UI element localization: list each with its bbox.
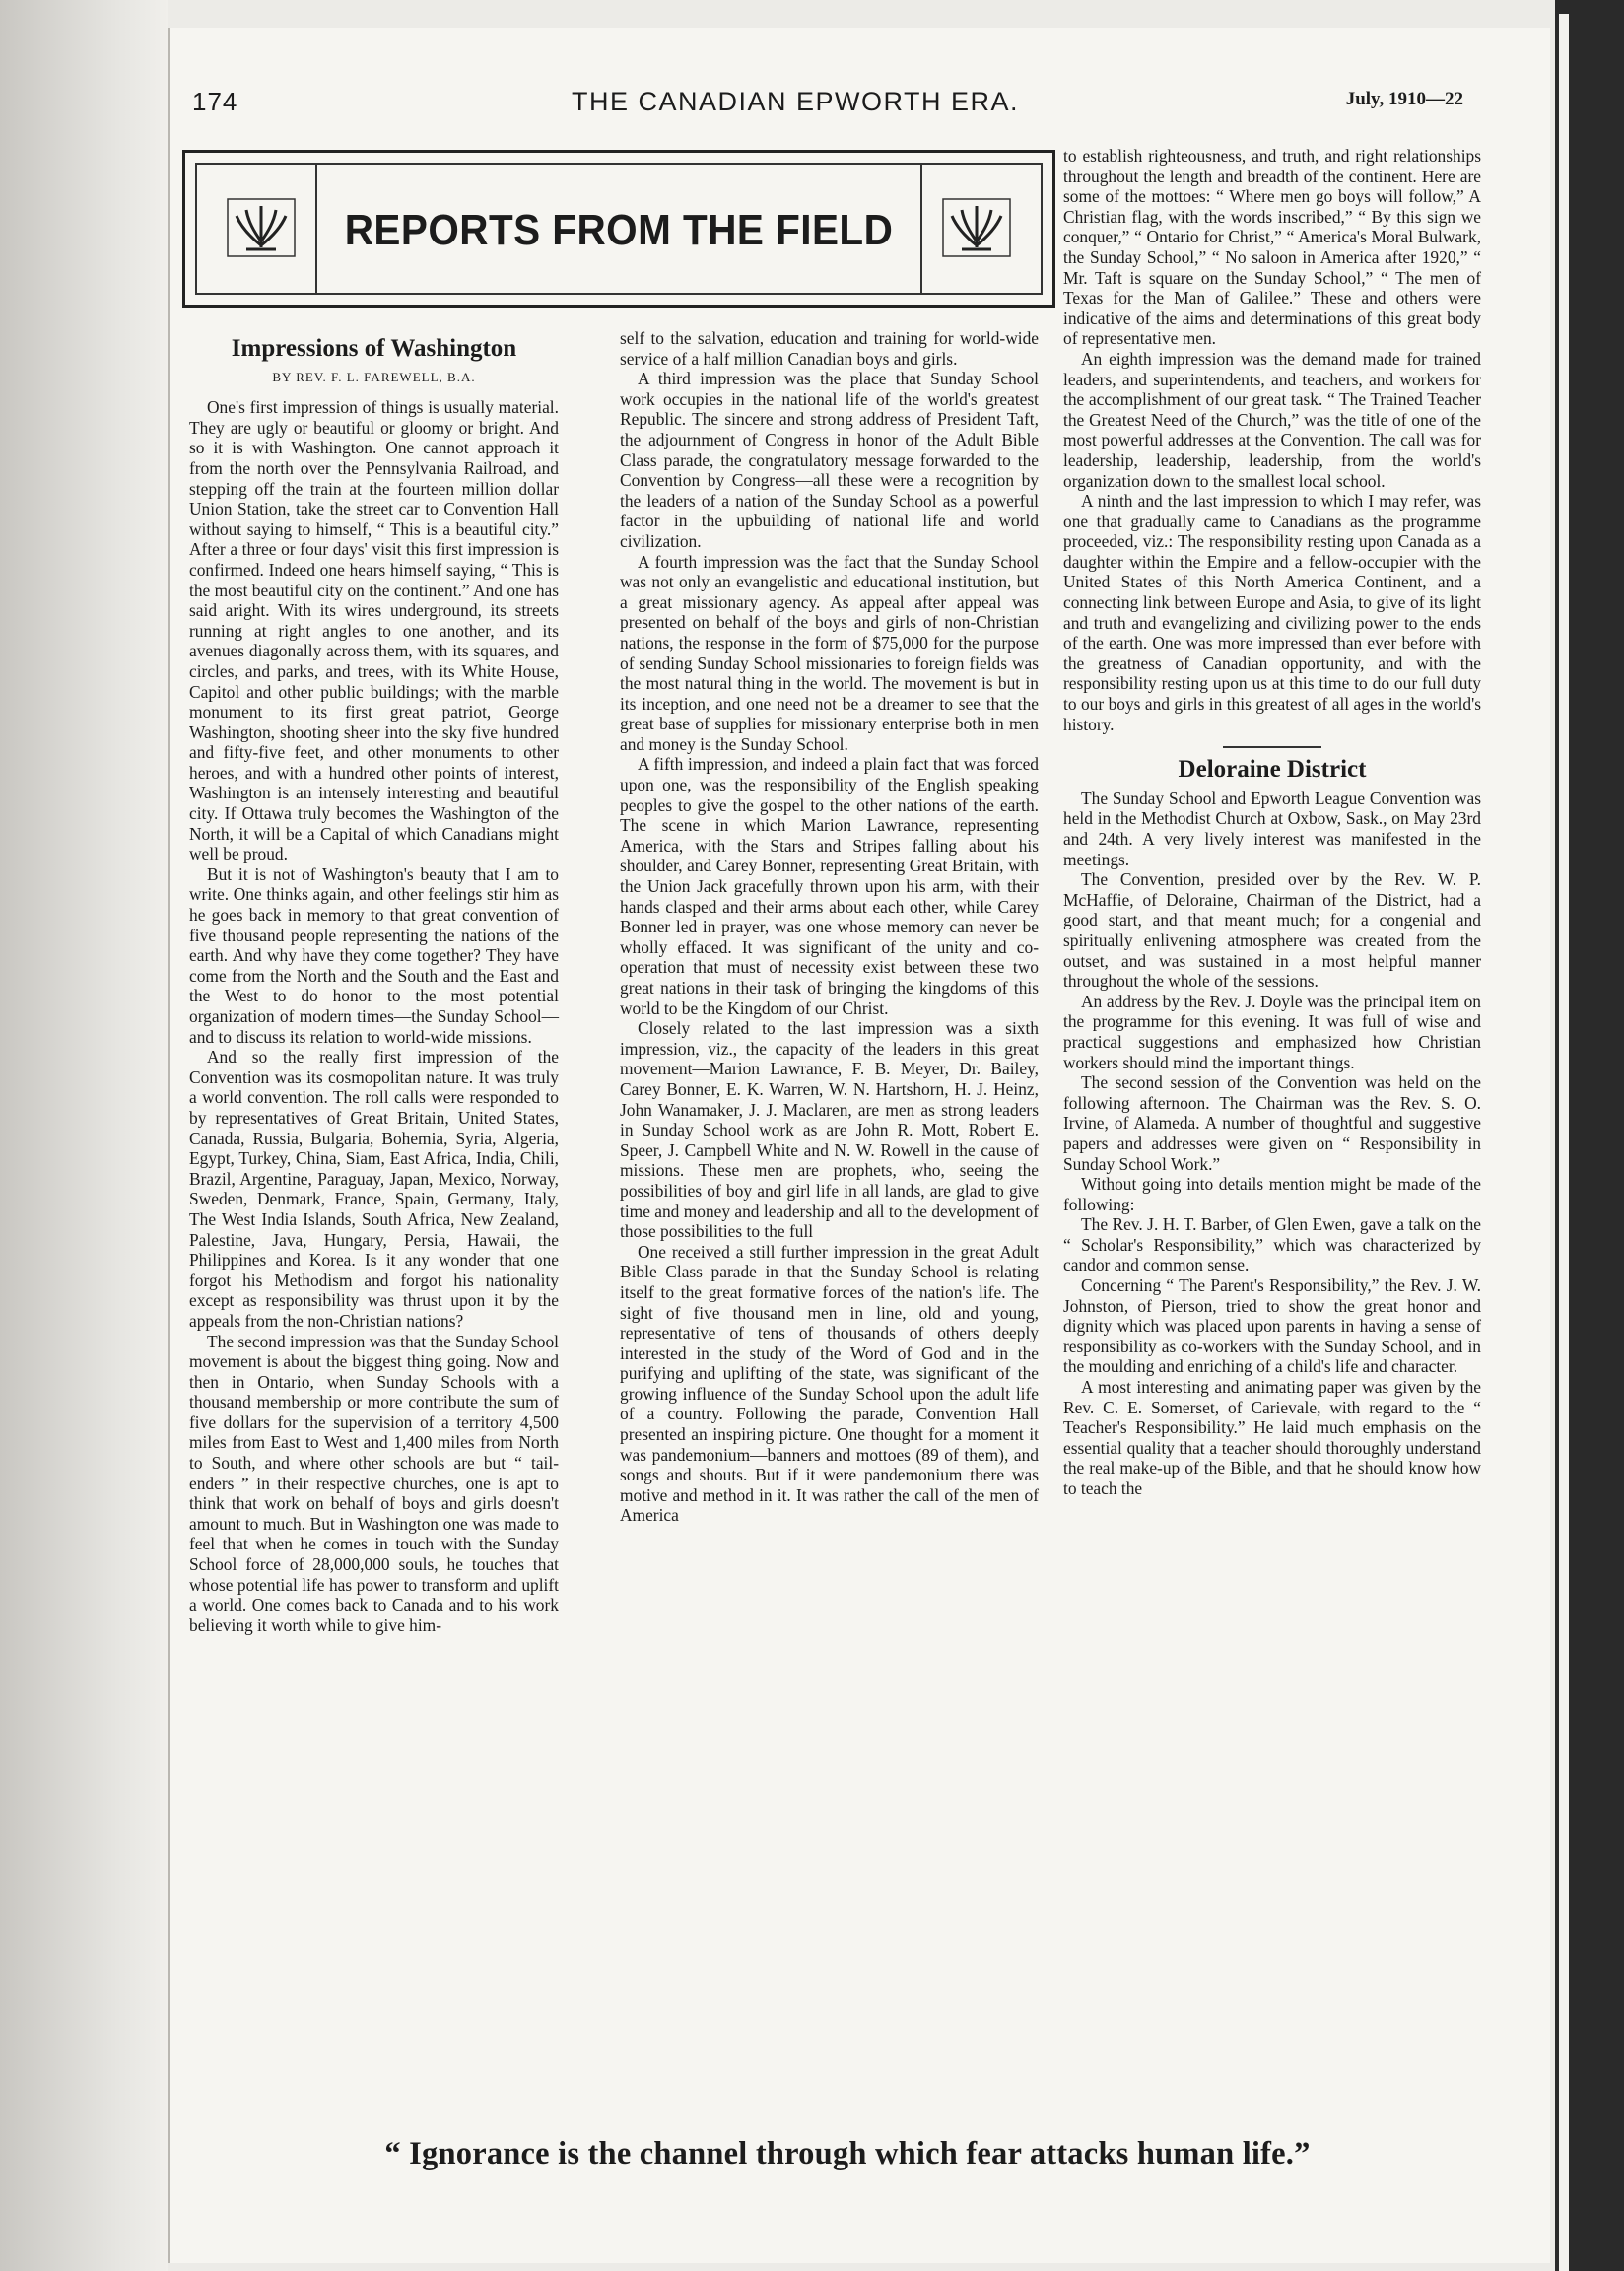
- paragraph: One received a still further impression in the great Adult Bible Class parade in that the Sunday School is relating itself to the great formative forces of the nation's life. The sight of five thousand men in line, old and young, representative of tens of thousands of others deeply interested in the study of the Word of God and in the purifying and uplifting of the state, was significant of the growing influence of the Sunday School upon the adult life of a country. Following the parade, Convention Hall presented an inspiring picture. One thought for a moment it was pandemonium—banners and mottoes (89 of them), and songs and shouts. But if it were pandemonium there was motive and method in it. It was rather the call of the men of America: [620, 1241, 1039, 1526]
- journal-title: THE CANADIAN EPWORTH ERA.: [572, 87, 1020, 116]
- paragraph: An eighth impression was the demand made for trained leaders, and superintendents, and teachers, and workers for the accomplishment of our great task. “ The Trained Teacher the Greatest Need of the Church,” was the title of one of the most powerful addresses at the Convention. The call was for leadership, leadership, leadership, from the world's organization down to the smallest local school.: [1063, 348, 1481, 491]
- paragraph: The Convention, presided over by the Rev. W. P. McHaffie, of Deloraine, Chairman of the District, had a good start, and that meant much; for a congenial and spiritually enlivening atmosphere was created from the outset, and was sustained in a most helpful manner throughout the whole of the sessions.: [1063, 869, 1481, 992]
- footer-quote: “ Ignorance is the channel through which fear attacks human life.”: [384, 2136, 1311, 2171]
- paragraph: A ninth and the last impression to which I may refer, was one that gradually came to Canadians as the programme proceeded, viz.: The responsibility resting upon Canada as a daughter within the Empire and a fellow-occupier with the United States of this North America Continent, and a connecting link between Europe and Asia, to give of its light and truth and evangelizing and civilizing power to the ends of the earth. One was more impressed than ever before with the greatness of Canadian opportunity, and with the responsibility resting upon us at this time to do our full duty to our boys and girls in this greatest of all ages in the world's history.: [1063, 491, 1481, 734]
- paragraph: But it is not of Washington's beauty that I am to write. One thinks again, and other feelings stir him as he goes back in memory to that great convention of five thousand people representing the nations of the earth. And why have they come together? They have come from the North and the South and the East and the West to do honor to the most potential organization of modern times—the Sunday School—and to discuss its relation to world-wide missions.: [189, 863, 559, 1047]
- paragraph: The second impression was that the Sunday School movement is about the biggest thing going. Now and then in Ontario, when Sunday Schools with a thousand membership or more contribute the sum of five dollars for the supervision of a territory 4,500 miles from East to West and 1,400 miles from North to South, and where other schools are but “ tail-enders ” in their respective churches, one is apt to think that work on behalf of boys and girls doesn't amount to much. But in Washington one was made to feel that when he comes in touch with the Sunday School force of 28,000,000 souls, he touches that whose potential life has power to transform and uplift a world. One comes back to Canada and to his work believing it worth while to give him-: [189, 1331, 559, 1635]
- paragraph: A fifth impression, and indeed a plain fact that was forced upon one, was the responsibility of the English speaking peoples to give the gospel to the other nations of the earth. The scene in which Marion Lawrance, representing America, with the Stars and Stripes falling about his shoulder, and Carey Bonner, representing Great Britain, with the Union Jack gracefully thrown upon his arm, with their hands clasped and their arms about each other, while Carey Bonner led in prayer, was one whose memory can never be wholly effaced. It was significant of the unity and co-operation that must of necessity exist between these two great nations in their task of bringing the kingdoms of this world to be the Kingdom of our Christ.: [620, 754, 1039, 1018]
- banner-title: REPORTS FROM THE FIELD: [344, 206, 894, 254]
- book-binding: [0, 0, 168, 2271]
- paragraph: One's first impression of things is usually material. They are ugly or beautiful or gloomy or bright. And so it is with Washington. One cannot approach it from the north over the Pennsylvania Railroad, and stepping off the train at the fourteen million dollar Union Station, take the street car to Convention Hall without saying to himself, “ This is a beautiful city.” After a three or four days' visit this first impression is confirmed. Indeed one hears himself saying, “ This is the most beautiful city on the continent.” And one has said aright. With its wires underground, its streets running at right angles to one another, and its avenues diagonally across them, with its squares, and circles, and parks, and trees, with its White House, Capitol and other public buildings; with the marble monument to its first great patriot, George Washington, shooting sheer into the sky five hundred and fifty-five feet, and other monuments to other heroes, and with a hundred other points of interest, Washington is an intensely interesting and beautiful city. If Ottawa truly becomes the Washington of the North, it will be a Capital of which Canadians might well be proud.: [189, 397, 559, 864]
- paragraph: The Sunday School and Epworth League Convention was held in the Methodist Church at Oxbow, Sask., on May 23rd and 24th. A very lively interest was manifested in the meetings.: [1063, 788, 1481, 869]
- article-title: Impressions of Washington: [231, 335, 517, 362]
- paragraph: The Rev. J. H. T. Barber, of Glen Ewen, gave a talk on the “ Scholar's Responsibility,” which was characterized by candor and common sense.: [1063, 1214, 1481, 1275]
- paragraph: Without going into details mention might be made of the following:: [1063, 1174, 1481, 1214]
- paragraph: Closely related to the last impression was a sixth impression, viz., the capacity of the leaders in this great movement—Marion Lawrance, F. B. Meyer, Dr. Bailey, Carey Bonner, E. K. Warren, W. N. Hartshorn, H. J. Heinz, John Wanamaker, J. J. Maclaren, are men as strong leaders in Sunday School work as are John R. Mott, Robert E. Speer, J. Campbell White and N. W. Rowell in the cause of missions. These men are prophets, who, seeing the possibilities of boy and girl life in all lands, are glad to give time and money and leadership and all to the development of those possibilities to the full: [620, 1018, 1039, 1242]
- paragraph: An address by the Rev. J. Doyle was the principal item on the programme for this evening. It was full of wise and practical suggestions and emphasized how Christian workers should mind the important things.: [1063, 991, 1481, 1072]
- paragraph: to establish righteousness, and truth, and right relationships throughout the length and breadth of the continent. Here are some of the mottoes: “ Where men go boys will follow,” A Christian flag, with the words inscribed,” “ By this sign we conquer,” “ Ontario for Christ,” “ America's Moral Bulwark, the Sunday School,” “ No saloon in America after 1920,” “ Mr. Taft is square on the Sunday School,” “ The men of Texas for the Man of Galilee.” These and others were indicative of the aims and determinations of this great body of representative men.: [1063, 146, 1481, 349]
- paragraph: And so the really first impression of the Convention was its cosmopolitan nature. It was truly a world convention. The roll calls were responded to by representatives of Great Britain, United States, Canada, Russia, Bulgaria, Bohemia, Syria, Algeria, Egypt, Turkey, China, Siam, East Africa, India, Chili, Brazil, Argentine, Paraguay, Japan, Mexico, Norway, Sweden, Denmark, France, Spain, Germany, Italy, The West India Islands, South Africa, New Zealand, Palestine, Java, Hungary, Persia, Hawaii, the Philippines and Korea. Is it any wonder that one forgot his Methodism and forgot his nationality except as responsibility was thrust upon it by the appeals from the non-Christian nations?: [189, 1047, 559, 1331]
- running-header: [192, 87, 1463, 122]
- paragraph: Concerning “ The Parent's Responsibility,” the Rev. J. W. Johnston, of Pierson, tried to show the great honor and dignity which was placed upon parents in having a sense of responsibility as co-workers with the Sunday School, and in the moulding and enriching of a child's life and character.: [1063, 1275, 1481, 1377]
- column-1: [189, 331, 559, 1635]
- column-2: [620, 328, 1039, 1526]
- page-number: 174: [192, 87, 238, 116]
- article-byline: BY REV. F. L. FAREWELL, B.A.: [272, 369, 476, 384]
- section-banner: [182, 150, 1055, 308]
- leaf-ornament-icon: [942, 198, 1011, 257]
- issue-date: July, 1910—22: [1345, 89, 1463, 109]
- paragraph: A most interesting and animating paper was given by the Rev. C. E. Somerset, of Carievale, with regard to the “ Teacher's Responsibility.” He laid much emphasis on the essential quality that a teacher should thoroughly understand the real make-up of the Bible, and that he should know how to teach the: [1063, 1377, 1481, 1498]
- column-3: [1063, 146, 1481, 1499]
- facing-page-edge: [1555, 0, 1624, 2271]
- paragraph: A third impression was the place that Sunday School work occupies in the national life of the world's greatest Republic. The sincere and strong address of President Taft, the adjournment of Congress in honor of the Adult Bible Class parade, the congratulatory message forwarded to the Convention by Congress—all these were a recognition by the leaders of a nation of the Sunday School as a powerful factor in the upbuilding of national life and world civilization.: [620, 369, 1039, 551]
- paragraph: The second session of the Convention was held on the following afternoon. The Chairman was the Rev. S. O. Irvine, of Alameda. A number of thoughtful and suggestive papers and addresses were given on “ Responsibility in Sunday School Work.”: [1063, 1072, 1481, 1174]
- article-title: Deloraine District: [1178, 756, 1367, 784]
- paragraph: A fourth impression was the fact that the Sunday School was not only an evangelistic and educational institution, but a great missionary agency. As appeal after appeal was presented on behalf of the boys and girls of non-Christian nations, the response in the form of $75,000 for the purpose of sending Sunday School missionaries to foreign fields was the most natural thing in the world. The movement is but in its inception, and one need not be a dreamer to see that the great base of supplies for missionary enterprise both in men and money is the Sunday School.: [620, 551, 1039, 754]
- section-divider: [1223, 746, 1321, 748]
- paragraph: self to the salvation, education and training for world-wide service of a half million Canadian boys and girls.: [620, 328, 1039, 369]
